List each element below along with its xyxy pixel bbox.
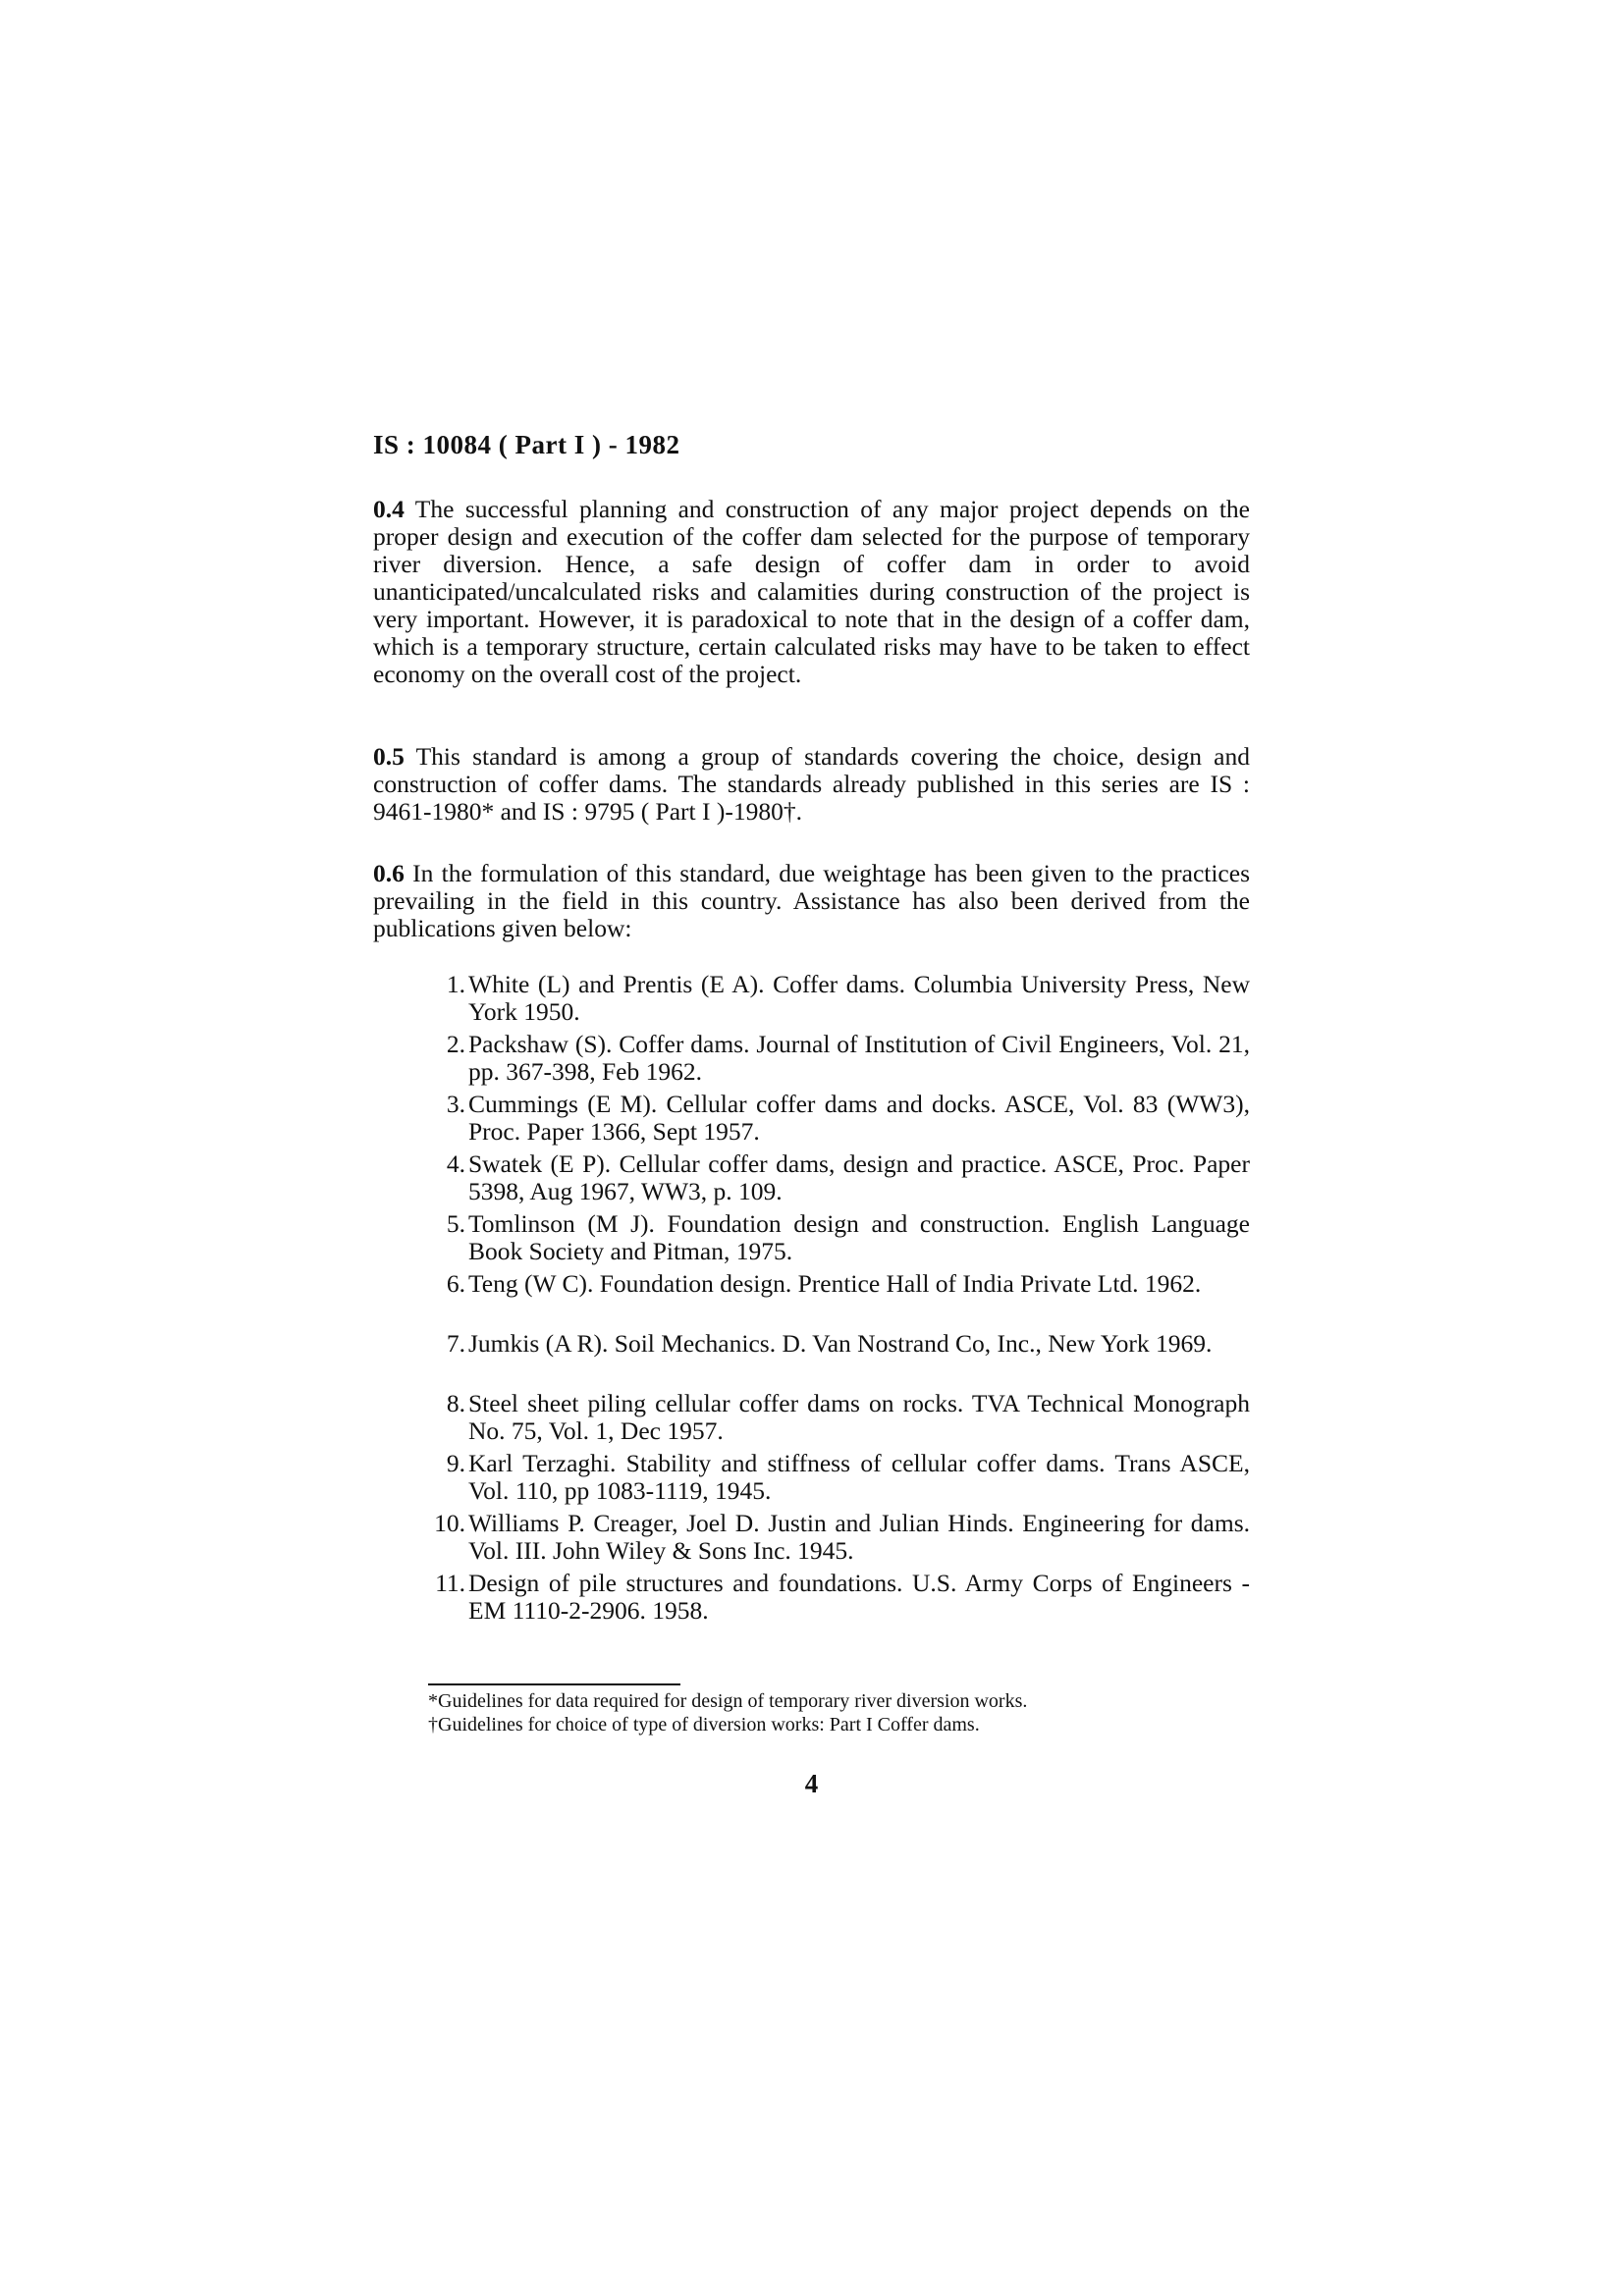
paragraph-text: This standard is among a group of standards covering the choice, design and construction of coffer dams. The standards already published in this series are IS : 9461-1980* and IS : 9795 ( Part I )-1980†. — [373, 742, 1250, 826]
footnote-item: †Guidelines for choice of type of diversion works: Part I Coffer dams. — [428, 1714, 980, 1735]
paragraph-number: 0.5 — [373, 742, 405, 771]
reference-number: 10. — [434, 1509, 465, 1537]
reference-number: 4. — [446, 1149, 465, 1178]
paragraph-number: 0.4 — [373, 495, 405, 523]
reference-number: 3. — [446, 1090, 465, 1118]
reference-text: Cummings (E M). Cellular coffer dams and docks. ASCE, Vol. 83 (WW3), Proc. Paper 1366, Sept 1957. — [468, 1090, 1250, 1146]
page-number: 4 — [804, 1769, 819, 1798]
reference-text: Teng (W C). Foundation design. Prentice Hall of India Private Ltd. 1962. — [468, 1269, 1202, 1298]
paragraph-0-4 — [373, 496, 1250, 688]
reference-text: Packshaw (S). Coffer dams. Journal of Institution of Civil Engineers, Vol. 21, pp. 367-398, Feb 1962. — [468, 1030, 1250, 1086]
footnotes — [428, 1689, 1233, 1736]
reference-number: 8. — [446, 1389, 465, 1417]
reference-number: 9. — [446, 1449, 465, 1477]
reference-text: Steel sheet piling cellular coffer dams on rocks. TVA Technical Monograph No. 75, Vol. 1, Dec 1957. — [468, 1389, 1250, 1445]
paragraph-text: The successful planning and construction of any major project depends on the proper design and execution of the coffer dam selected for the purpose of temporary river diversion. Hence, a safe design of coffer dam in order to avoid unanticipated/uncalculated risks and calamities during construction of the project is very important. However, it is paradoxical to note that in the design of a coffer dam, which is a temporary structure, certain calculated risks may have to be taken to effect economy on the overall cost of the project. — [373, 495, 1250, 688]
paragraph-text: In the formulation of this standard, due weightage has been given to the practices prevailing in the field in this country. Assistance has also been derived from the publications given below: — [373, 859, 1250, 942]
footnote-item: *Guidelines for data required for design of temporary river diversion works. — [428, 1690, 1028, 1712]
reference-number: 7. — [446, 1329, 465, 1358]
reference-number: 5. — [446, 1209, 465, 1238]
reference-text: Swatek (E P). Cellular coffer dams, design and practice. ASCE, Proc. Paper 5398, Aug 1967, WW3, p. 109. — [468, 1149, 1250, 1205]
reference-number: 1. — [446, 970, 465, 998]
reference-text: Tomlinson (M J). Foundation design and construction. English Language Book Society and Pitman, 1975. — [468, 1209, 1250, 1265]
standard-header: IS : 10084 ( Part I ) - 1982 — [373, 430, 680, 459]
reference-text: Karl Terzaghi. Stability and stiffness of cellular coffer dams. Trans ASCE, Vol. 110, pp 1083-1119, 1945. — [468, 1449, 1250, 1505]
reference-number: 2. — [446, 1030, 465, 1058]
paragraph-0-6 — [373, 860, 1250, 942]
reference-text: Williams P. Creager, Joel D. Justin and Julian Hinds. Engineering for dams. Vol. III. John Wiley & Sons Inc. 1945. — [468, 1509, 1250, 1565]
paragraph-number: 0.6 — [373, 859, 405, 887]
reference-text: Design of pile structures and foundations. U.S. Army Corps of Engineers - EM 1110-2-2906. 1958. — [468, 1569, 1250, 1625]
reference-number: 6. — [446, 1269, 465, 1298]
reference-text: White (L) and Prentis (E A). Coffer dams. Columbia University Press, New York 1950. — [468, 970, 1250, 1026]
reference-number: 11. — [435, 1569, 465, 1597]
reference-text: Jumkis (A R). Soil Mechanics. D. Van Nostrand Co, Inc., New York 1969. — [468, 1329, 1213, 1358]
paragraph-0-5 — [373, 743, 1250, 826]
footnote-divider — [428, 1683, 680, 1685]
